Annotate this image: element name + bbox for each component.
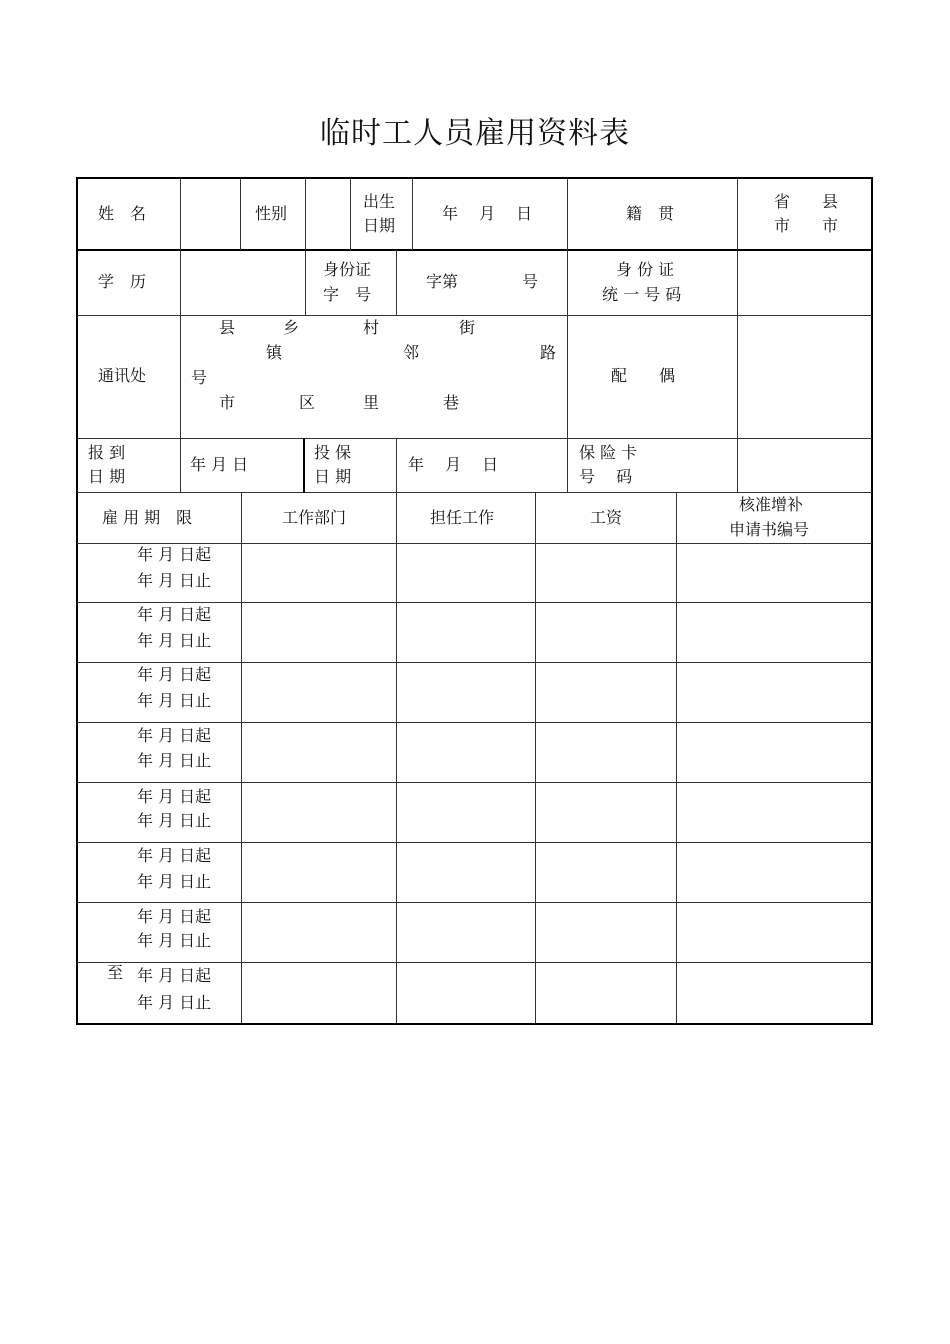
address-line2-town: 镇 <box>266 343 283 362</box>
approval-header-1: 核准增补 <box>739 495 804 514</box>
period-end: 年 月 日止 <box>137 751 212 770</box>
insurance-card-label-1: 保 险 卡 <box>579 443 638 462</box>
unified-id-label-2: 统 一 号 码 <box>602 285 682 304</box>
period-end: 年 月 日止 <box>137 811 212 830</box>
insurance-card-label-2: 号 码 <box>579 467 633 486</box>
education-label: 学 历 <box>98 272 147 291</box>
period-end: 年 月 日止 <box>137 931 212 950</box>
address-line3: 号 <box>191 368 208 387</box>
col-divider <box>240 179 241 250</box>
native-place-line1: 省 县 <box>774 192 839 211</box>
period-start: 年 月 日起 <box>137 966 212 985</box>
period-start: 年 月 日起 <box>137 846 212 865</box>
period-start: 年 月 日起 <box>137 545 212 564</box>
approval-header-2: 申请书编号 <box>729 520 810 539</box>
period-end: 年 月 日止 <box>137 993 212 1012</box>
period-header: 雇 用 期 限 <box>102 508 193 527</box>
birth-label-1: 出生 <box>363 192 396 211</box>
insure-label-1: 投 保 <box>314 443 352 462</box>
period-end: 年 月 日止 <box>137 631 212 650</box>
department-header: 工作部门 <box>282 508 347 527</box>
row-divider <box>77 492 872 493</box>
row-divider <box>77 602 872 603</box>
row-divider <box>77 543 872 544</box>
col-divider <box>412 179 413 250</box>
period-start: 年 月 日起 <box>137 665 212 684</box>
address-line2-road: 路 <box>540 343 557 362</box>
id-number-value: 字第 号 <box>426 272 539 291</box>
col-divider <box>396 492 397 1023</box>
col-divider <box>180 179 181 493</box>
row-divider <box>77 902 872 903</box>
row-divider <box>77 842 872 843</box>
birth-label-2: 日期 <box>363 216 396 235</box>
report-label-2: 日 期 <box>88 467 126 486</box>
duty-header: 担任工作 <box>430 508 495 527</box>
period-start: 年 月 日起 <box>137 726 212 745</box>
unified-id-label-1: 身 份 证 <box>616 260 675 279</box>
salary-header: 工资 <box>590 508 623 527</box>
col-divider <box>737 179 738 493</box>
period-start: 年 月 日起 <box>137 605 212 624</box>
period-end: 年 月 日止 <box>137 571 212 590</box>
form-table <box>76 177 873 1025</box>
col-divider <box>350 179 351 250</box>
page-title: 临时工人员雇用资料表 <box>320 116 630 151</box>
native-place-line2: 市 市 <box>774 216 839 235</box>
address-label: 通讯处 <box>98 366 147 385</box>
gender-label: 性别 <box>255 204 288 223</box>
row-divider <box>77 662 872 663</box>
col-divider <box>305 179 306 316</box>
address-line1: 县 乡 村 街 <box>219 318 476 337</box>
period-start: 年 月 日起 <box>137 787 212 806</box>
id-label-1: 身份证 <box>323 260 372 279</box>
report-label-1: 报 到 <box>88 443 126 462</box>
period-start: 年 月 日起 <box>137 907 212 926</box>
birth-date: 年 月 日 <box>442 204 533 223</box>
period-end: 年 月 日止 <box>137 872 212 891</box>
row-divider <box>77 249 872 251</box>
period-end: 年 月 日止 <box>137 691 212 710</box>
row-divider <box>77 722 872 723</box>
row-divider <box>77 438 872 439</box>
row-divider <box>77 782 872 783</box>
col-divider <box>535 492 536 1023</box>
row-divider <box>77 315 872 316</box>
address-line4: 市 区 里 巷 <box>219 393 460 412</box>
row-divider <box>77 962 872 963</box>
col-divider <box>303 438 305 493</box>
col-divider <box>396 438 397 493</box>
col-divider <box>241 492 242 1023</box>
col-divider <box>567 179 568 493</box>
insure-date: 年 月 日 <box>408 455 499 474</box>
report-date: 年 月 日 <box>190 455 249 474</box>
native-place-label: 籍 贯 <box>626 204 675 223</box>
spouse-label: 配 偶 <box>611 366 676 385</box>
col-divider <box>676 492 677 1023</box>
id-label-2: 字 号 <box>323 285 372 304</box>
period-to-note: 至 <box>107 963 124 982</box>
address-line2-neighbor: 邻 <box>403 343 420 362</box>
name-label: 姓 名 <box>98 204 147 223</box>
insure-label-2: 日 期 <box>314 467 352 486</box>
col-divider <box>396 250 397 316</box>
